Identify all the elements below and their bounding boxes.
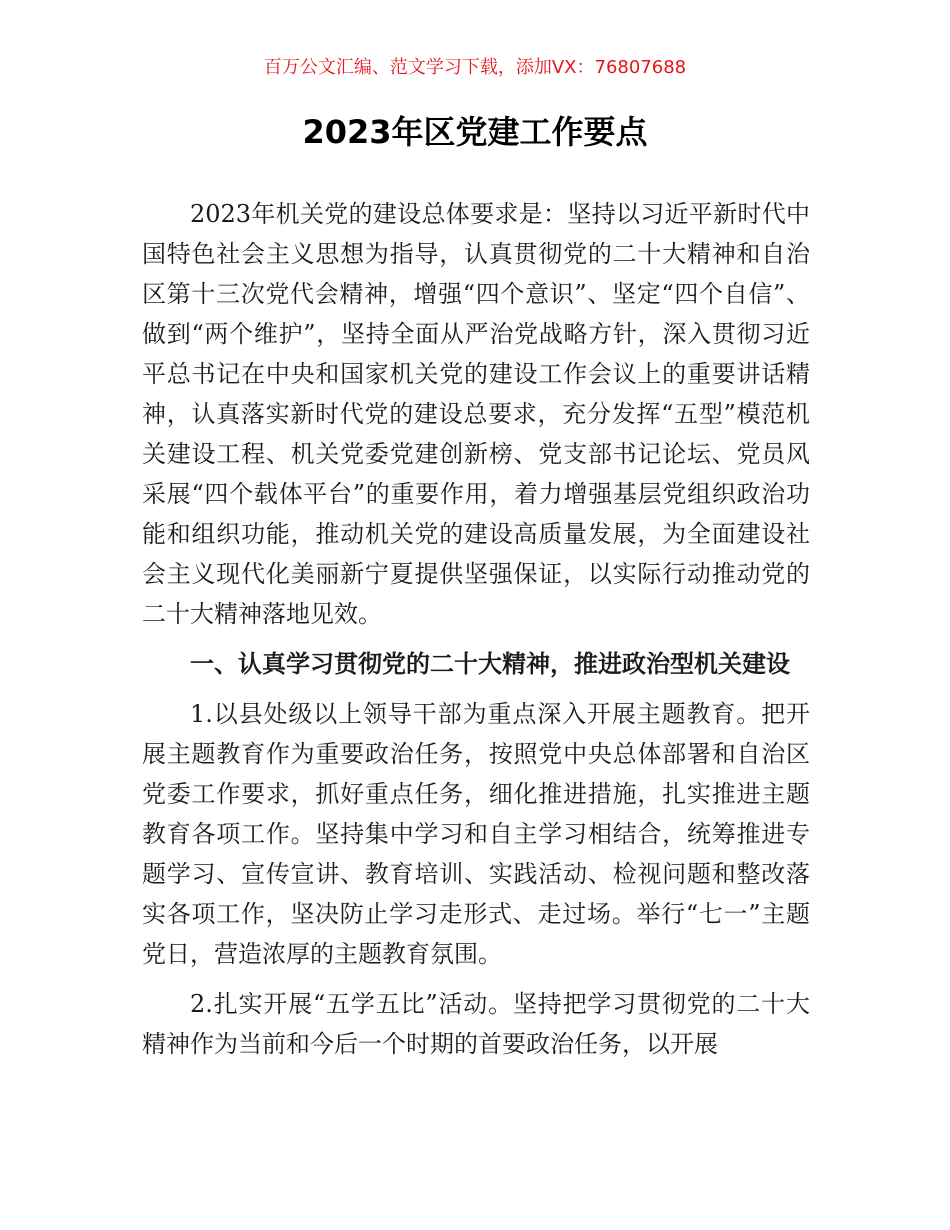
paragraph-intro: 2023年机关党的建设总体要求是：坚持以习近平新时代中国特色社会主义思想为指导，认真贯彻党的二十大精神和自治区第十三次党代会精神，增强“四个意识”、坚定“四个自信”、做到“两个维护”，坚持全面从严治党战略方针，深入贯彻习近平总书记在中央和国家机关党的建设工作会议上的重要讲话精神，认真落实新时代党的建设总要求，充分发挥“五型”模范机关建设工程、机关党委党建创新榜、党支部书记论坛、党员风采展“四个载体平台”的重要作用，着力增强基层党组织政治功能和组织功能，推动机关党的建设高质量发展，为全面建设社会主义现代化美丽新宁夏提供坚强保证，以实际行动推动党的二十大精神落地见效。 — [142, 200, 810, 628]
paragraph-item-2: 2.扎实开展“五学五比”活动。坚持把学习贯彻党的二十大精神作为当前和今后一个时期的首要政治任务，以开展 — [142, 990, 810, 1058]
paragraph-item-1: 1.以县处级以上领导干部为重点深入开展主题教育。把开展主题教育作为重要政治任务，按照党中央总体部署和自治区党委工作要求，抓好重点任务，细化推进措施，扎实推进主题教育各项工作。坚持集中学习和自主学习相结合，统筹推进专题学习、宣传宣讲、教育培训、实践活动、检视问题和整改落实各项工作，坚决防止学习走形式、走过场。举行“七一”主题党日，营造浓厚的主题教育氛围。 — [142, 700, 810, 968]
section-heading-1: 一、认真学习贯彻党的二十大精神，推进政治型机关建设 — [190, 650, 790, 678]
header-banner: 百万公文汇编、范文学习下载，添加VX：76807688 — [263, 57, 687, 78]
document-title: 2023年区党建工作要点 — [302, 113, 648, 151]
document-body — [142, 194, 810, 1064]
